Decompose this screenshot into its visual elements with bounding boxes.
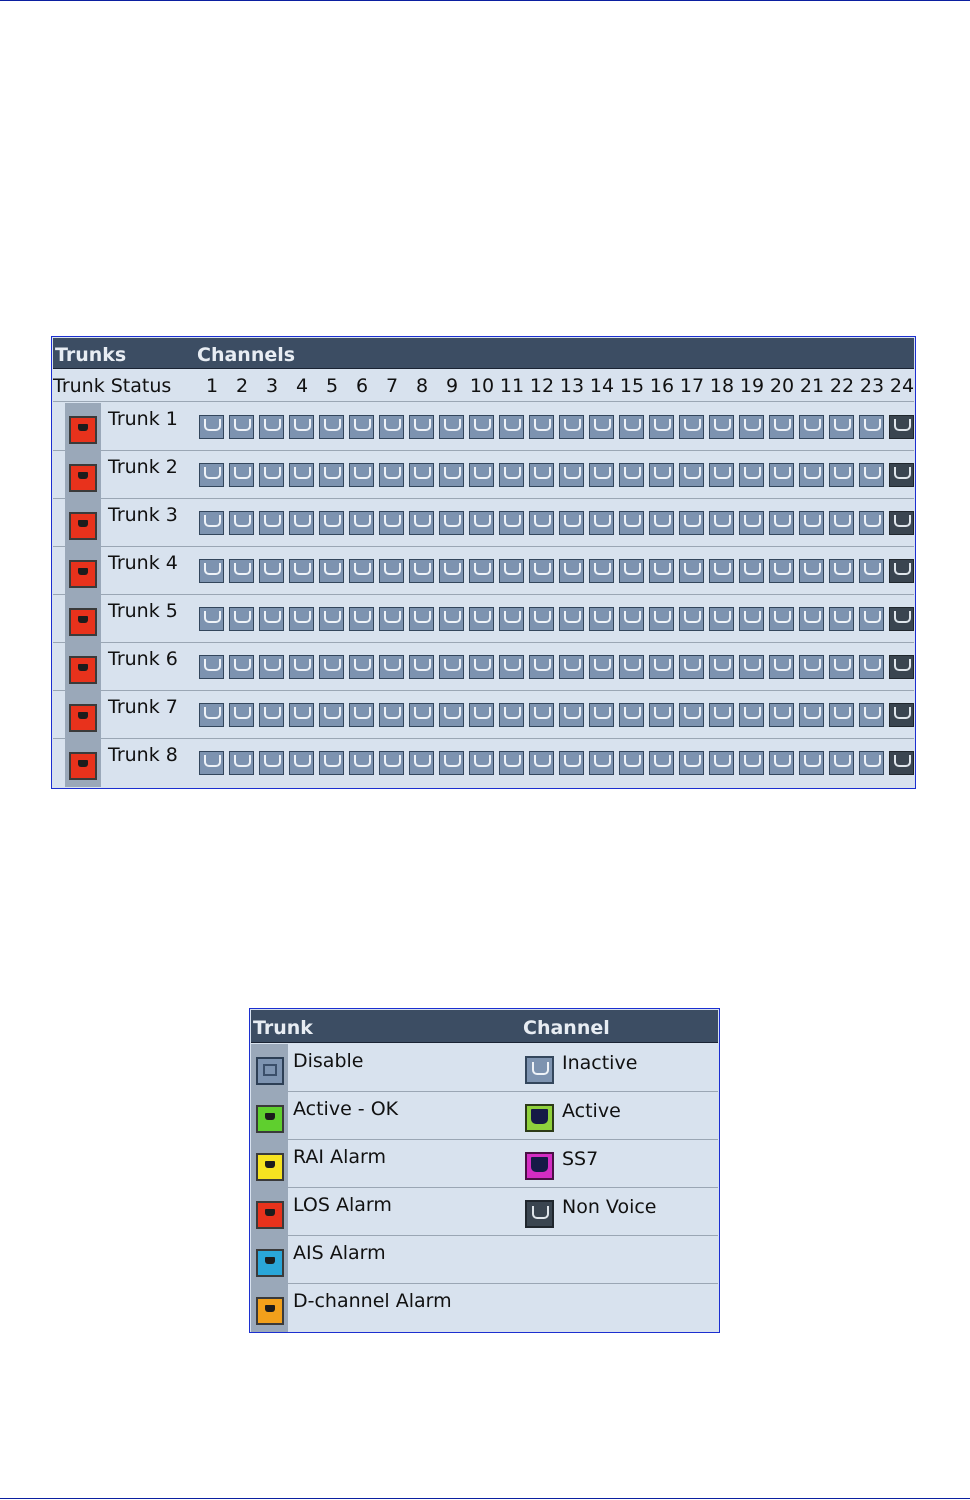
channel-inactive-icon[interactable] xyxy=(679,751,704,775)
channel-inactive-icon[interactable] xyxy=(499,559,524,583)
channel-inactive-icon[interactable] xyxy=(829,655,854,679)
channel-inactive-icon[interactable] xyxy=(829,559,854,583)
channel-inactive-icon[interactable] xyxy=(589,655,614,679)
trunk-status-cell xyxy=(65,451,101,499)
trunk-los-alarm-icon[interactable] xyxy=(69,656,97,684)
channel-number: 17 xyxy=(679,375,705,397)
channel-inactive-icon[interactable] xyxy=(709,463,734,487)
channel-inactive-icon[interactable] xyxy=(409,607,434,631)
legend-channel-header: Channel xyxy=(523,1017,610,1039)
channel-non-voice-icon[interactable] xyxy=(889,607,914,631)
channel-inactive-icon[interactable] xyxy=(319,751,344,775)
channel-number: 8 xyxy=(415,375,429,397)
legend-row xyxy=(251,1236,718,1284)
channel-inactive-icon[interactable] xyxy=(679,511,704,535)
trunk-channel-status-panel xyxy=(51,336,916,789)
channel-inactive-icon[interactable] xyxy=(379,559,404,583)
channel-inactive-icon[interactable] xyxy=(199,559,224,583)
legend-panel xyxy=(249,1008,720,1333)
trunk-los-alarm-icon[interactable] xyxy=(69,512,97,540)
trunk-label: Trunk 8 xyxy=(108,744,178,766)
channel-inactive-icon[interactable] xyxy=(739,607,764,631)
channel-number: 23 xyxy=(859,375,885,397)
legend-header xyxy=(251,1010,718,1043)
legend-row xyxy=(251,1140,718,1188)
channel-inactive-icon[interactable] xyxy=(559,415,584,439)
channel-inactive-icon[interactable] xyxy=(859,463,884,487)
channel-inactive-icon[interactable] xyxy=(739,751,764,775)
channel-inactive-icon[interactable] xyxy=(649,415,674,439)
channel-inactive-icon[interactable] xyxy=(739,511,764,535)
channel-inactive-icon[interactable] xyxy=(409,463,434,487)
trunk-status-cell xyxy=(65,643,101,691)
trunk-row xyxy=(53,451,914,499)
trunk-los-alarm-icon[interactable] xyxy=(69,416,97,444)
channel-inactive-icon[interactable] xyxy=(799,751,824,775)
channel-inactive-icon[interactable] xyxy=(409,511,434,535)
channel-number: 10 xyxy=(469,375,495,397)
channel-inactive-icon[interactable] xyxy=(619,559,644,583)
channel-inactive-icon[interactable] xyxy=(439,703,464,727)
trunk-status-cell xyxy=(65,739,101,787)
channel-inactive-icon[interactable] xyxy=(409,703,434,727)
legend-trunk-label: LOS Alarm xyxy=(293,1194,392,1216)
channel-inactive-icon[interactable] xyxy=(769,559,794,583)
channel-inactive-icon[interactable] xyxy=(619,703,644,727)
legend-status-cell xyxy=(251,1140,288,1188)
channel-inactive-icon[interactable] xyxy=(439,463,464,487)
channel-inactive-icon[interactable] xyxy=(589,463,614,487)
channel-inactive-icon[interactable] xyxy=(379,655,404,679)
channel-inactive-icon[interactable] xyxy=(289,511,314,535)
channel-number: 16 xyxy=(649,375,675,397)
trunk-los-alarm-icon[interactable] xyxy=(69,752,97,780)
channel-number: 11 xyxy=(499,375,525,397)
channel-inactive-icon[interactable] xyxy=(739,559,764,583)
channel-inactive-icon[interactable] xyxy=(499,751,524,775)
channel-inactive-icon[interactable] xyxy=(469,463,494,487)
trunk-row xyxy=(53,403,914,451)
channel-inactive-icon[interactable] xyxy=(709,655,734,679)
channel-inactive-icon[interactable] xyxy=(409,655,434,679)
channel-inactive-icon[interactable] xyxy=(199,703,224,727)
channel-number: 18 xyxy=(709,375,735,397)
trunk-status-label: Trunk Status xyxy=(53,375,172,397)
channel-inactive-icon[interactable] xyxy=(349,703,374,727)
channel-inactive-icon[interactable] xyxy=(559,463,584,487)
channel-inactive-icon[interactable] xyxy=(829,511,854,535)
channel-inactive-icon[interactable] xyxy=(469,751,494,775)
channel-inactive-icon[interactable] xyxy=(649,463,674,487)
channel-inactive-icon[interactable] xyxy=(769,607,794,631)
channel-inactive-icon[interactable] xyxy=(589,415,614,439)
legend-row xyxy=(251,1092,718,1140)
legend-trunk-label: D-channel Alarm xyxy=(293,1290,452,1312)
channel-inactive-icon[interactable] xyxy=(409,415,434,439)
channel-inactive-icon[interactable] xyxy=(679,655,704,679)
channel-inactive-icon[interactable] xyxy=(679,463,704,487)
channel-inactive-icon[interactable] xyxy=(799,511,824,535)
channel-inactive-icon[interactable] xyxy=(769,463,794,487)
trunk-status-cell xyxy=(65,595,101,643)
trunk-label: Trunk 1 xyxy=(108,408,178,430)
channel-inactive-icon[interactable] xyxy=(589,703,614,727)
channel-inactive-icon[interactable] xyxy=(619,751,644,775)
legend-row xyxy=(251,1044,718,1092)
channel-number: 21 xyxy=(799,375,825,397)
channel-inactive-icon[interactable] xyxy=(559,559,584,583)
channel-inactive-icon[interactable] xyxy=(229,415,254,439)
channel-inactive-icon[interactable] xyxy=(289,415,314,439)
channel-number: 20 xyxy=(769,375,795,397)
channel-inactive-icon[interactable] xyxy=(679,415,704,439)
channel-inactive-icon[interactable] xyxy=(289,559,314,583)
channel-inactive-icon[interactable] xyxy=(649,655,674,679)
legend-status-cell xyxy=(251,1236,288,1284)
channel-non-voice-icon[interactable] xyxy=(889,463,914,487)
trunk-label: Trunk 6 xyxy=(108,648,178,670)
channel-number: 2 xyxy=(235,375,249,397)
channel-non-voice-icon[interactable] xyxy=(889,655,914,679)
channel-inactive-icon[interactable] xyxy=(199,511,224,535)
channel-inactive-icon[interactable] xyxy=(649,703,674,727)
channel-inactive-icon[interactable] xyxy=(859,703,884,727)
channel-inactive-icon[interactable] xyxy=(439,751,464,775)
bottom-page-rule xyxy=(0,1498,970,1499)
channel-number: 9 xyxy=(445,375,459,397)
channel-inactive-icon[interactable] xyxy=(319,511,344,535)
channel-inactive-icon[interactable] xyxy=(619,511,644,535)
channel-inactive-icon[interactable] xyxy=(379,463,404,487)
channel-inactive-icon[interactable] xyxy=(799,703,824,727)
channel-number: 6 xyxy=(355,375,369,397)
channel-inactive-icon[interactable] xyxy=(619,415,644,439)
trunk-label: Trunk 5 xyxy=(108,600,178,622)
channel-inactive-icon[interactable] xyxy=(769,655,794,679)
channel-inactive-icon[interactable] xyxy=(589,751,614,775)
channel-inactive-icon[interactable] xyxy=(469,559,494,583)
channel-number: 4 xyxy=(295,375,309,397)
channel-inactive-icon[interactable] xyxy=(709,607,734,631)
channel-number: 19 xyxy=(739,375,765,397)
trunk-rai-alarm-icon xyxy=(256,1153,284,1181)
channel-inactive-icon[interactable] xyxy=(469,511,494,535)
legend-channel-label: Non Voice xyxy=(562,1196,657,1218)
trunk-ais-alarm-icon xyxy=(256,1249,284,1277)
channel-inactive-icon[interactable] xyxy=(259,415,284,439)
trunk-label: Trunk 4 xyxy=(108,552,178,574)
channel-inactive-icon[interactable] xyxy=(649,559,674,583)
channel-inactive-icon[interactable] xyxy=(499,607,524,631)
channel-inactive-icon[interactable] xyxy=(229,463,254,487)
trunk-los-alarm-icon[interactable] xyxy=(69,464,97,492)
panel-header xyxy=(53,338,914,369)
channel-inactive-icon[interactable] xyxy=(859,511,884,535)
trunk-status-cell xyxy=(65,499,101,547)
channel-number-header xyxy=(53,371,914,402)
channel-inactive-icon[interactable] xyxy=(259,703,284,727)
channel-inactive-icon[interactable] xyxy=(379,607,404,631)
channel-non-voice-icon[interactable] xyxy=(889,559,914,583)
channel-inactive-icon[interactable] xyxy=(829,703,854,727)
channel-inactive-icon[interactable] xyxy=(199,463,224,487)
channel-inactive-icon[interactable] xyxy=(739,703,764,727)
channel-inactive-icon[interactable] xyxy=(229,655,254,679)
trunk-status-cell xyxy=(65,403,101,451)
channel-number: 15 xyxy=(619,375,645,397)
channel-inactive-icon[interactable] xyxy=(469,655,494,679)
channel-inactive-icon[interactable] xyxy=(379,751,404,775)
trunk-los-alarm-icon[interactable] xyxy=(69,704,97,732)
channel-inactive-icon[interactable] xyxy=(229,751,254,775)
channel-inactive-icon[interactable] xyxy=(709,415,734,439)
channel-inactive-icon[interactable] xyxy=(769,751,794,775)
channel-inactive-icon[interactable] xyxy=(259,559,284,583)
channel-inactive-icon[interactable] xyxy=(679,703,704,727)
channels-header: Channels xyxy=(197,344,296,366)
channel-inactive-icon[interactable] xyxy=(559,751,584,775)
channel-inactive-icon[interactable] xyxy=(649,751,674,775)
trunk-row xyxy=(53,547,914,595)
channel-number: 1 xyxy=(205,375,219,397)
trunks-header: Trunks xyxy=(55,344,127,366)
trunk-row xyxy=(53,739,914,786)
legend-trunk-label: AIS Alarm xyxy=(293,1242,386,1264)
channel-inactive-icon[interactable] xyxy=(469,415,494,439)
channel-inactive-icon[interactable] xyxy=(529,655,554,679)
channel-inactive-icon[interactable] xyxy=(229,607,254,631)
channel-inactive-icon[interactable] xyxy=(469,607,494,631)
top-page-rule xyxy=(0,0,970,1)
channel-inactive-icon[interactable] xyxy=(289,655,314,679)
channel-inactive-icon[interactable] xyxy=(229,511,254,535)
channel-inactive-icon[interactable] xyxy=(199,607,224,631)
channel-inactive-icon[interactable] xyxy=(589,607,614,631)
trunk-row xyxy=(53,691,914,739)
trunk-los-alarm-icon xyxy=(256,1201,284,1229)
channel-inactive-icon[interactable] xyxy=(319,559,344,583)
channel-inactive-icon[interactable] xyxy=(199,751,224,775)
channel-inactive-icon[interactable] xyxy=(349,463,374,487)
channel-inactive-icon[interactable] xyxy=(229,559,254,583)
channel-inactive-icon[interactable] xyxy=(499,463,524,487)
channel-inactive-icon[interactable] xyxy=(289,607,314,631)
trunk-status-cell xyxy=(65,547,101,595)
channel-inactive-icon[interactable] xyxy=(349,655,374,679)
channel-inactive-icon[interactable] xyxy=(589,559,614,583)
trunk-status-cell xyxy=(65,691,101,739)
channel-inactive-icon[interactable] xyxy=(289,463,314,487)
channel-inactive-icon[interactable] xyxy=(379,703,404,727)
channel-inactive-icon[interactable] xyxy=(769,703,794,727)
channel-inactive-icon[interactable] xyxy=(529,607,554,631)
channel-inactive-icon[interactable] xyxy=(559,655,584,679)
channel-number: 5 xyxy=(325,375,339,397)
channel-inactive-icon[interactable] xyxy=(439,559,464,583)
channel-inactive-icon[interactable] xyxy=(259,463,284,487)
trunk-row xyxy=(53,595,914,643)
trunk-label: Trunk 7 xyxy=(108,696,178,718)
channel-active-icon xyxy=(525,1104,554,1132)
trunk-disable-icon xyxy=(256,1057,284,1085)
channel-inactive-icon[interactable] xyxy=(439,655,464,679)
channel-inactive-icon[interactable] xyxy=(319,415,344,439)
channel-inactive-icon[interactable] xyxy=(769,511,794,535)
channel-inactive-icon[interactable] xyxy=(619,463,644,487)
channel-inactive-icon[interactable] xyxy=(379,415,404,439)
channel-number: 13 xyxy=(559,375,585,397)
legend-row xyxy=(251,1188,718,1236)
channel-inactive-icon[interactable] xyxy=(529,703,554,727)
legend-trunk-label: Disable xyxy=(293,1050,364,1072)
channel-inactive-icon[interactable] xyxy=(439,415,464,439)
channel-inactive-icon[interactable] xyxy=(619,655,644,679)
channel-inactive-icon[interactable] xyxy=(259,655,284,679)
channel-inactive-icon[interactable] xyxy=(499,415,524,439)
trunk-label: Trunk 2 xyxy=(108,456,178,478)
channel-non-voice-icon[interactable] xyxy=(889,415,914,439)
channel-inactive-icon[interactable] xyxy=(829,415,854,439)
channel-inactive-icon[interactable] xyxy=(199,415,224,439)
channel-inactive-icon[interactable] xyxy=(439,607,464,631)
channel-inactive-icon[interactable] xyxy=(529,751,554,775)
channel-inactive-icon[interactable] xyxy=(829,463,854,487)
channel-inactive-icon[interactable] xyxy=(649,607,674,631)
trunk-label: Trunk 3 xyxy=(108,504,178,526)
legend-channel-label: Inactive xyxy=(562,1052,638,1074)
channel-inactive-icon[interactable] xyxy=(199,655,224,679)
channel-inactive-icon[interactable] xyxy=(739,655,764,679)
channel-inactive-icon[interactable] xyxy=(799,655,824,679)
channel-inactive-icon[interactable] xyxy=(709,703,734,727)
channel-non-voice-icon[interactable] xyxy=(889,751,914,775)
channel-inactive-icon[interactable] xyxy=(679,559,704,583)
channel-inactive-icon[interactable] xyxy=(859,559,884,583)
legend-trunk-label: Active - OK xyxy=(293,1098,399,1120)
channel-inactive-icon[interactable] xyxy=(769,415,794,439)
channel-inactive-icon[interactable] xyxy=(499,655,524,679)
channel-number: 24 xyxy=(889,375,915,397)
channel-inactive-icon[interactable] xyxy=(229,703,254,727)
channel-inactive-icon[interactable] xyxy=(709,559,734,583)
channel-inactive-icon[interactable] xyxy=(559,607,584,631)
channel-inactive-icon[interactable] xyxy=(679,607,704,631)
channel-inactive-icon[interactable] xyxy=(409,751,434,775)
trunk-row xyxy=(53,499,914,547)
channel-inactive-icon[interactable] xyxy=(259,751,284,775)
channel-inactive-icon[interactable] xyxy=(349,415,374,439)
channel-inactive-icon[interactable] xyxy=(739,463,764,487)
channel-non-voice-icon[interactable] xyxy=(889,511,914,535)
channel-inactive-icon[interactable] xyxy=(859,751,884,775)
channel-number: 12 xyxy=(529,375,555,397)
channel-inactive-icon[interactable] xyxy=(349,559,374,583)
channel-inactive-icon[interactable] xyxy=(799,463,824,487)
channel-inactive-icon[interactable] xyxy=(529,415,554,439)
channel-non-voice-icon xyxy=(525,1200,554,1228)
channel-inactive-icon[interactable] xyxy=(259,511,284,535)
channel-inactive-icon[interactable] xyxy=(499,703,524,727)
channel-inactive-icon[interactable] xyxy=(799,415,824,439)
channel-inactive-icon[interactable] xyxy=(349,511,374,535)
channel-inactive-icon[interactable] xyxy=(319,703,344,727)
channel-number: 3 xyxy=(265,375,279,397)
channel-inactive-icon[interactable] xyxy=(709,751,734,775)
trunk-los-alarm-icon[interactable] xyxy=(69,560,97,588)
channel-inactive-icon[interactable] xyxy=(319,655,344,679)
trunk-d-channel-alarm-icon xyxy=(256,1297,284,1325)
channel-inactive-icon[interactable] xyxy=(349,751,374,775)
channel-inactive-icon[interactable] xyxy=(379,511,404,535)
channel-inactive-icon[interactable] xyxy=(289,751,314,775)
channel-inactive-icon[interactable] xyxy=(829,607,854,631)
channel-inactive-icon[interactable] xyxy=(709,511,734,535)
legend-status-cell xyxy=(251,1092,288,1140)
channel-inactive-icon xyxy=(525,1056,554,1084)
legend-status-cell xyxy=(251,1044,288,1092)
legend-status-cell xyxy=(251,1188,288,1236)
channel-inactive-icon[interactable] xyxy=(649,511,674,535)
channel-inactive-icon[interactable] xyxy=(499,511,524,535)
channel-ss7-icon xyxy=(525,1152,554,1180)
channel-inactive-icon[interactable] xyxy=(619,607,644,631)
legend-trunk-header: Trunk xyxy=(253,1017,313,1039)
channel-inactive-icon[interactable] xyxy=(349,607,374,631)
channel-inactive-icon[interactable] xyxy=(799,559,824,583)
channel-inactive-icon[interactable] xyxy=(829,751,854,775)
legend-status-cell xyxy=(251,1284,288,1332)
channel-inactive-icon[interactable] xyxy=(439,511,464,535)
channel-inactive-icon[interactable] xyxy=(859,607,884,631)
channel-inactive-icon[interactable] xyxy=(559,511,584,535)
channel-inactive-icon[interactable] xyxy=(559,703,584,727)
channel-number: 14 xyxy=(589,375,615,397)
legend-channel-label: SS7 xyxy=(562,1148,599,1170)
trunk-los-alarm-icon[interactable] xyxy=(69,608,97,636)
channel-inactive-icon[interactable] xyxy=(859,655,884,679)
legend-trunk-label: RAI Alarm xyxy=(293,1146,386,1168)
channel-inactive-icon[interactable] xyxy=(289,703,314,727)
channel-inactive-icon[interactable] xyxy=(319,607,344,631)
channel-inactive-icon[interactable] xyxy=(529,511,554,535)
channel-inactive-icon[interactable] xyxy=(409,559,434,583)
channel-inactive-icon[interactable] xyxy=(469,703,494,727)
trunk-row xyxy=(53,643,914,691)
channel-inactive-icon[interactable] xyxy=(259,607,284,631)
channel-inactive-icon[interactable] xyxy=(529,463,554,487)
legend-channel-label: Active xyxy=(562,1100,621,1122)
channel-inactive-icon[interactable] xyxy=(589,511,614,535)
channel-inactive-icon[interactable] xyxy=(859,415,884,439)
channel-number: 22 xyxy=(829,375,855,397)
trunk-active-ok-icon xyxy=(256,1105,284,1133)
channel-inactive-icon[interactable] xyxy=(319,463,344,487)
channel-number: 7 xyxy=(385,375,399,397)
channel-inactive-icon[interactable] xyxy=(529,559,554,583)
legend-row xyxy=(251,1284,718,1331)
channel-inactive-icon[interactable] xyxy=(799,607,824,631)
channel-inactive-icon[interactable] xyxy=(739,415,764,439)
channel-non-voice-icon[interactable] xyxy=(889,703,914,727)
